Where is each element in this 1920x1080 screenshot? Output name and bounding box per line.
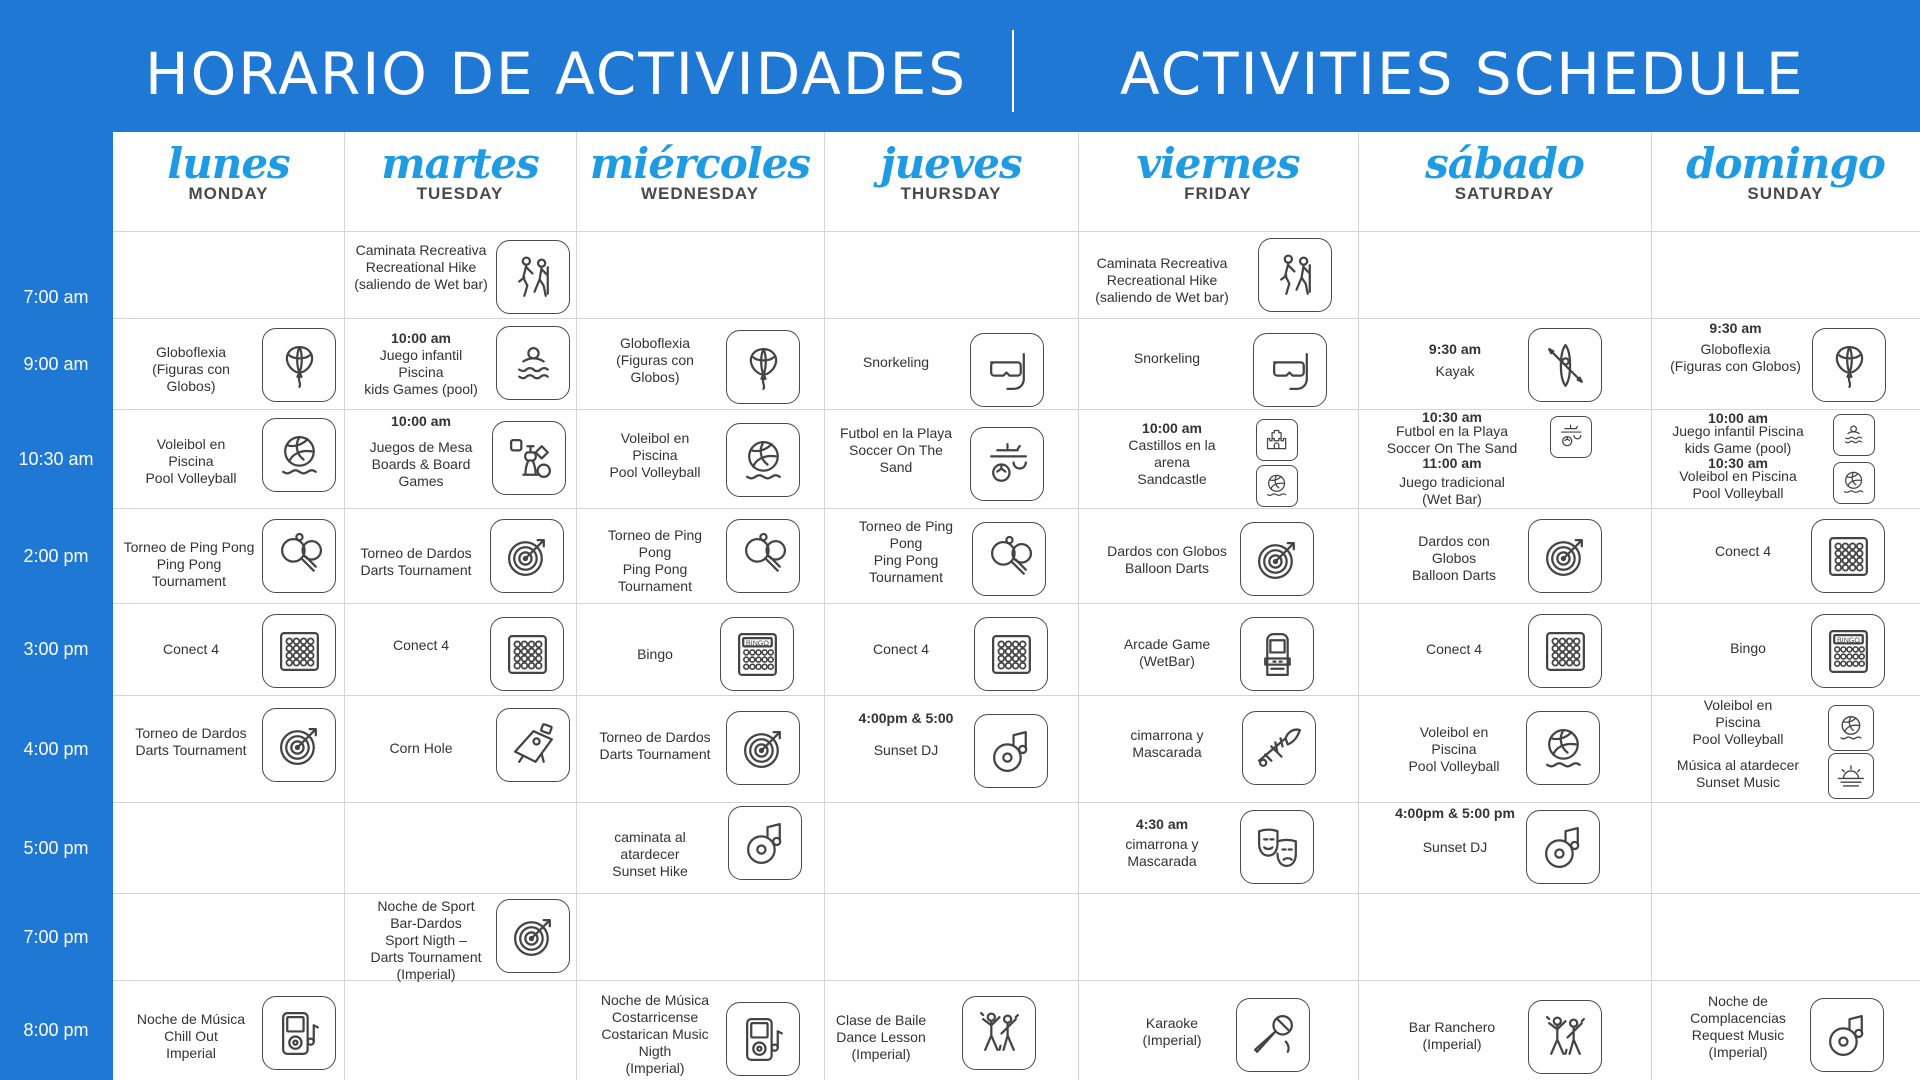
activity-text: Conect 4	[872, 641, 930, 657]
activity-text: Torneo de Ping Pong Ping Pong Tournament	[123, 539, 255, 589]
activity-text: Futbol en la Playa Soccer On The Sand	[839, 425, 953, 475]
svg-text:BINGO: BINGO	[1836, 635, 1860, 644]
balloon-icon	[1812, 328, 1886, 402]
snorkel-icon	[970, 333, 1044, 407]
activity-text: Música al atardecer Sunset Music	[1676, 757, 1800, 790]
title-english: ACTIVITIES SCHEDULE	[1120, 40, 1805, 108]
activity-text: Snorkeling	[862, 354, 930, 370]
connect-four-icon	[262, 614, 336, 688]
music-icon	[974, 714, 1048, 788]
activity-text: Corn Hole	[389, 740, 453, 756]
activity-text: Globoflexia (Figuras con Globos)	[1670, 341, 1801, 374]
activity-text: 10:00 am	[391, 413, 451, 429]
day-name-english: TUESDAY	[416, 184, 504, 203]
row-divider	[113, 231, 1920, 232]
connect-four-icon	[974, 617, 1048, 691]
connect-four-icon	[1811, 519, 1885, 593]
activity-text: Conect 4	[1714, 543, 1772, 559]
activity-text: Bar Ranchero (Imperial)	[1408, 1019, 1496, 1052]
activity-text: Torneo de Ping Pong Ping Pong Tournament	[858, 518, 954, 585]
volleyball-icon	[1256, 465, 1298, 507]
activity-text: Conect 4	[1425, 641, 1483, 657]
time-label: 5:00 pm	[23, 837, 89, 858]
time-label: 4:00 pm	[23, 738, 89, 759]
connect-four-icon	[1528, 614, 1602, 688]
microphone-icon	[1236, 998, 1310, 1072]
activity-text: 10:00 am	[391, 330, 451, 346]
dartboard-icon	[262, 708, 336, 782]
balloon-icon	[726, 330, 800, 404]
day-header-tuesday	[344, 140, 576, 204]
day-name-spanish: miércoles	[589, 139, 811, 188]
dartboard-icon	[726, 711, 800, 785]
activity-text: Voleibol en Piscina Pool Volleyball	[1408, 724, 1500, 774]
row-divider	[113, 318, 1920, 319]
activity-text: Castillos en la arena Sandcastle	[1128, 437, 1216, 487]
time-label: 7:00 pm	[23, 926, 89, 947]
activity-text: Sunset DJ	[873, 742, 939, 758]
volleyball-icon	[262, 418, 336, 492]
connect-four-icon	[490, 617, 564, 691]
swimmer-icon	[1833, 414, 1875, 456]
music-player-icon	[726, 1002, 800, 1076]
time-label: 8:00 pm	[23, 1020, 89, 1040]
activity-text: Caminata Recreativa Recreational Hike (saliendo de Wet bar)	[354, 242, 488, 292]
activity-text: Torneo de Dardos Darts Tournament	[360, 545, 472, 578]
ping-pong-icon	[972, 522, 1046, 596]
day-header-wednesday	[576, 140, 824, 204]
day-header-sunday	[1651, 140, 1920, 204]
activity-text: Dardos con Globos Balloon Darts	[1411, 533, 1497, 583]
column-divider	[576, 132, 577, 1080]
time-label: 10:30 am	[18, 448, 94, 469]
activity-text: Noche de Complacencias Request Music (Imperial)	[1690, 993, 1786, 1060]
row-divider	[113, 409, 1920, 410]
beach-soccer-icon	[970, 427, 1044, 501]
time-label: 9:00 am	[23, 353, 89, 374]
activity-text: Conect 4	[162, 641, 220, 657]
activity-text: 10:00 am	[1142, 420, 1202, 436]
snorkel-icon	[1253, 333, 1327, 407]
activity-text: Noche de Sport Bar-Dardos Sport Nigth – Darts Tournament (Imperial)	[370, 898, 482, 982]
day-name-spanish: domingo	[1686, 139, 1885, 188]
day-name-spanish: viernes	[1136, 139, 1300, 188]
theater-masks-icon	[1240, 810, 1314, 884]
activity-text: Kayak	[1435, 363, 1475, 379]
day-name-english: FRIDAY	[1184, 184, 1252, 203]
dance-icon	[962, 996, 1036, 1070]
volleyball-icon	[1526, 711, 1600, 785]
column-divider	[1358, 132, 1359, 1080]
activity-text: Voleibol en Piscina Pool Volleyball	[609, 430, 701, 480]
balloon-icon	[262, 328, 336, 402]
activity-text: caminata al atardecer Sunset Hike	[612, 829, 688, 879]
day-name-english: WEDNESDAY	[641, 184, 759, 203]
music-icon	[728, 806, 802, 880]
svg-text:BINGO: BINGO	[745, 638, 769, 647]
row-divider	[113, 802, 1920, 803]
column-divider	[1078, 132, 1079, 1080]
cornhole-icon	[496, 708, 570, 782]
activity-text: Karaoke (Imperial)	[1142, 1015, 1202, 1048]
bingo-icon	[1811, 614, 1885, 688]
activity-text: Torneo de Dardos Darts Tournament	[135, 725, 247, 758]
time-label: 2:00 pm	[23, 545, 89, 566]
day-name-spanish: lunes	[167, 139, 290, 188]
hiking-icon	[1258, 238, 1332, 312]
activity-text: Sunset DJ	[1422, 839, 1488, 855]
activity-text: Conect 4	[392, 637, 450, 653]
bingo-icon	[720, 617, 794, 691]
activity-text: Torneo de Dardos Darts Tournament	[599, 729, 711, 762]
activity-text: Clase de Baile Dance Lesson (Imperial)	[835, 1012, 927, 1062]
day-name-english: SATURDAY	[1454, 184, 1555, 203]
arcade-icon	[1240, 617, 1314, 691]
activity-text: Juego infantil Piscina kids Games (pool)	[364, 347, 478, 397]
activity-text: Bingo	[637, 646, 673, 662]
activity-text: cimarrona y Mascarada	[1130, 727, 1204, 760]
row-divider	[113, 508, 1920, 509]
activity-text: 10:30 am	[1708, 455, 1768, 471]
day-name-spanish: sábado	[1425, 139, 1584, 188]
activity-text: Voleibol en Piscina Pool Volleyball	[145, 436, 237, 486]
hiking-icon	[496, 240, 570, 314]
activity-text: Snorkeling	[1133, 350, 1201, 366]
dartboard-icon	[490, 519, 564, 593]
time-label: 3:00 pm	[23, 639, 89, 659]
activity-text: 4:30 am	[1135, 816, 1189, 832]
music-player-icon	[262, 996, 336, 1070]
row-divider	[113, 603, 1920, 604]
kayak-icon	[1528, 328, 1602, 402]
activity-text: Futbol en la Playa Soccer On The Sand	[1386, 423, 1518, 456]
day-name-spanish: martes	[381, 139, 539, 188]
music-icon	[1526, 810, 1600, 884]
day-name-english: THURSDAY	[900, 184, 1002, 203]
activity-text: 10:30 am	[1422, 409, 1482, 425]
volleyball-icon	[726, 423, 800, 497]
activity-text: Globoflexia (Figuras con Globos)	[616, 335, 694, 385]
dance-icon	[1528, 1000, 1602, 1074]
activity-text: Dardos con Globos Balloon Darts	[1107, 543, 1227, 576]
column-divider	[824, 132, 825, 1080]
column-divider	[1651, 132, 1652, 1080]
activity-text: cimarrona y Mascarada	[1125, 836, 1199, 869]
activity-text: Voleibol en Piscina Pool Volleyball	[1692, 697, 1784, 747]
activity-text: Bingo	[1730, 640, 1766, 656]
activity-text: 11:00 am	[1422, 455, 1482, 471]
dartboard-icon	[496, 899, 570, 973]
day-header-monday	[113, 140, 344, 204]
trumpet-icon	[1242, 711, 1316, 785]
day-name-spanish: jueves	[880, 139, 1022, 188]
ping-pong-icon	[726, 519, 800, 593]
activity-text: Juegos de Mesa Boards & Board Games	[369, 439, 473, 489]
activity-text: Torneo de Ping Pong Ping Pong Tournament	[607, 527, 703, 594]
activity-text: 9:30 am	[1709, 320, 1762, 336]
title-spanish: HORARIO DE ACTIVIDADES	[145, 40, 968, 108]
day-header-thursday	[824, 140, 1078, 204]
board-games-icon	[492, 421, 566, 495]
swimmer-icon	[496, 326, 570, 400]
activity-text: Globoflexia (Figuras con Globos)	[152, 344, 230, 394]
time-label: 7:00 am	[23, 286, 89, 307]
activity-text: 9:30 am	[1428, 341, 1482, 357]
activity-text: Voleibol en Piscina Pool Volleyball	[1679, 468, 1797, 501]
activity-text: Juego tradicional (Wet Bar)	[1399, 474, 1505, 507]
row-divider	[113, 695, 1920, 696]
activity-text: 4:00pm & 5:00 pm	[1395, 805, 1515, 821]
sunset-icon	[1828, 753, 1874, 799]
activity-text: Noche de Música Costarricense Costarican Music Nigth (Imperial)	[600, 992, 710, 1076]
activity-text: Noche de Música Chill Out Imperial	[136, 1011, 246, 1061]
column-divider	[344, 132, 345, 1080]
activity-text: Juego infantil Piscina kids Game (pool)	[1672, 423, 1804, 456]
volleyball-icon	[1833, 462, 1875, 504]
sandcastle-icon	[1256, 419, 1298, 461]
activity-text: 4:00pm & 5:00	[858, 710, 954, 726]
row-divider	[113, 893, 1920, 894]
dartboard-icon	[1240, 522, 1314, 596]
dartboard-icon	[1528, 519, 1602, 593]
day-header-saturday	[1358, 140, 1651, 204]
day-name-english: MONDAY	[188, 184, 269, 203]
beach-soccer-icon	[1550, 416, 1592, 458]
day-name-english: SUNDAY	[1747, 184, 1824, 203]
activity-text: Caminata Recreativa Recreational Hike (saliendo de Wet bar)	[1095, 255, 1229, 305]
volleyball-icon	[1828, 705, 1874, 751]
activity-text: 10:00 am	[1708, 410, 1768, 426]
music-icon	[1810, 998, 1884, 1072]
activity-text: Arcade Game (WetBar)	[1123, 636, 1211, 669]
ping-pong-icon	[262, 519, 336, 593]
day-header-friday	[1078, 140, 1358, 204]
